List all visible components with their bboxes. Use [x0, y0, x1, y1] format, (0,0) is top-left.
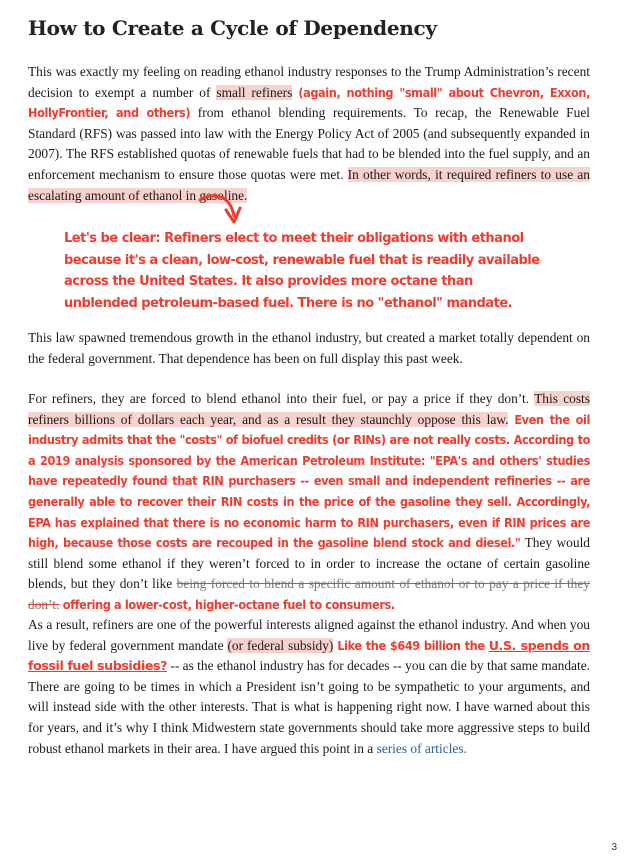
highlighted-text: small refiners: [216, 84, 293, 100]
paragraph-result: [28, 615, 590, 759]
annotation-text: offering a lower-cost, higher-octane fuel to consumers.: [62, 596, 395, 612]
arrow-annotation-icon: [196, 190, 246, 230]
text-segment: For refiners, they are forced to blend ethanol into their fuel, or pay a price if they don’t.: [28, 391, 535, 406]
text-segment: This was exactly my feeling on reading ethanol industry responses to the Trump Administration’s recent decision to exempt a number of: [28, 64, 590, 100]
link[interactable]: series of articles.: [376, 740, 467, 756]
paragraph-refiners: [28, 389, 590, 616]
page-title: How to Create a Cycle of Dependency: [28, 16, 437, 40]
text-segment: As a result, refiners are one of the powerful interests aligned against the ethanol industry. And when you live by federal government mandate: [28, 617, 590, 653]
text-segment: from ethanol blending requirements. To recap, the Renewable Fuel Standard (RFS) was passed into law with the Energy Policy Act of 2005 (and subsequently expanded in 2007). The RFS established quotas of renewable fuels that had to be blended into the fuel supply, and an enforcement mechanism to ensure those quotas were met.: [28, 105, 590, 182]
text-segment: This law spawned tremendous growth in the ethanol industry, but created a market totally dependent on the federal government. That dependence has been on full display this past week.: [28, 330, 590, 366]
annotation-text: (again, nothing "small" about Chevron, Exxon, HollyFrontier, and others): [28, 84, 590, 121]
page-number: 3: [611, 842, 617, 853]
highlighted-text: In other words, it required refiners to use an escalating amount of ethanol in gasoline.: [28, 166, 590, 203]
annotation-text: Even the oil industry admits that the "costs" of biofuel credits (or RINs) are not really costs. According to a 2019 analysis sponsored by the American Petroleum Institute: "EPA's and others' studies have repeatedly found that RIN purchasers -- even small and independent refineries -- are generally able to recover their RIN costs in the price of the gasoline they sell. Accordingly, EPA has explained that there is no economic harm to RIN purchasers, even if RIN prices are high, because those costs are recouped in the gasoline blend stock and diesel.": [28, 411, 590, 551]
annotation-text: Like the $649 billion the: [337, 637, 489, 653]
text-segment: -- as the ethanol industry has for decades -- you can die by that same mandate. There are going to be times in which a President isn’t going to be sympathetic to your arguments, and will instead side with the other interests. That is what is happening right now. I have warned about this for years, and it’s why I think Midwestern state governments should take more aggressive steps to build robust ethanol markets in their area. I have argued this point in a: [28, 658, 590, 756]
paragraph-intro: [28, 62, 590, 206]
highlighted-text: This costs refiners billions of dollars each year, and as a result they staunchly oppose this law.: [28, 391, 590, 427]
annotation-note: Let's be clear: Refiners elect to meet their obligations with ethanol because it's a clean, low-cost, renewable fuel that is readily available across the United States. It also provides more octane than unblended petroleum-based fuel. There is no "ethanol" mandate.: [64, 231, 540, 311]
paragraph-dependence: [28, 328, 590, 369]
text-segment: They would still blend some ethanol if they weren’t forced to in order to increase the octane of certain gasoline blends, but they don’t like: [28, 535, 590, 592]
annotation-link[interactable]: U.S. spends on fossil fuel subsidies?: [28, 637, 590, 674]
highlighted-text: (or federal subsidy): [227, 637, 334, 653]
struck-text: being forced to blend a specific amount of ethanol or to pay a price if they don’t.: [28, 576, 590, 612]
